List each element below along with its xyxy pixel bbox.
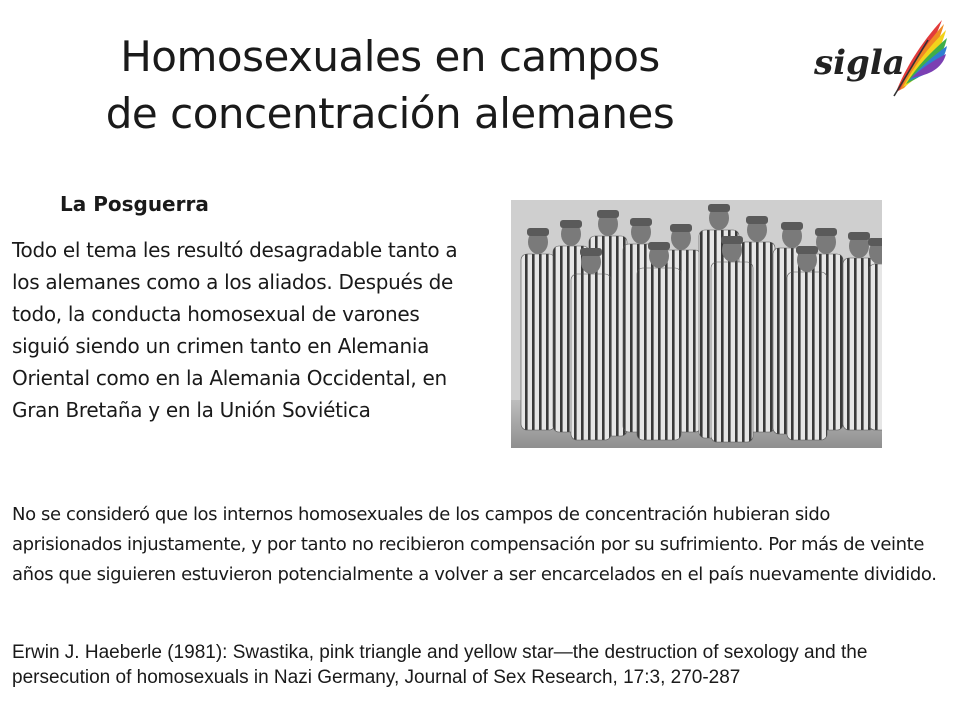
- prisoner-figure: [787, 246, 827, 440]
- section-subtitle: La Posguerra: [60, 192, 209, 216]
- prisoner-figure: [521, 228, 555, 430]
- prisoner-figure: [637, 242, 681, 440]
- body-paragraph: No se consideró que los internos homosexuales de los campos de concentración hubieran sido aprisionados injustamente, y por tanto no recibieron compensación por su sufrimiento. Por más de veinte años que siguieren estuvieron potencialmente a volver a ser encarcelados en el país nuevamente dividido.: [12, 504, 937, 585]
- title-line-1: Homosexuales en campos: [120, 32, 660, 81]
- prisoners-photo-image: [511, 200, 882, 448]
- logo-text: sigla: [814, 43, 905, 83]
- prisoner-figure: [711, 236, 753, 442]
- sigla-logo: [810, 14, 950, 100]
- citation: Erwin J. Haeberle (1981): Swastika, pink triangle and yellow star—the destruction of sexology and the persecution of homosexuals in Nazi Germany, Journal of Sex Research, 17:3, 270-287: [12, 642, 868, 688]
- intro-paragraph: Todo el tema les resultó desagradable tanto a los alemanes como a los aliados. Después de todo, la conducta homosexual de varones siguió siendo un crimen tanto en Alemania Oriental como en la Alemania Occidental, en Gran Bretaña y en la Unión Soviética: [12, 238, 458, 422]
- prisoner-figures: [521, 204, 882, 442]
- slide-title: [30, 28, 750, 142]
- prisoner-figure: [571, 248, 611, 440]
- title-line-2: de concentración alemanes: [105, 89, 675, 138]
- prisoner-figure: [868, 238, 882, 430]
- prisoners-photo: [511, 200, 882, 448]
